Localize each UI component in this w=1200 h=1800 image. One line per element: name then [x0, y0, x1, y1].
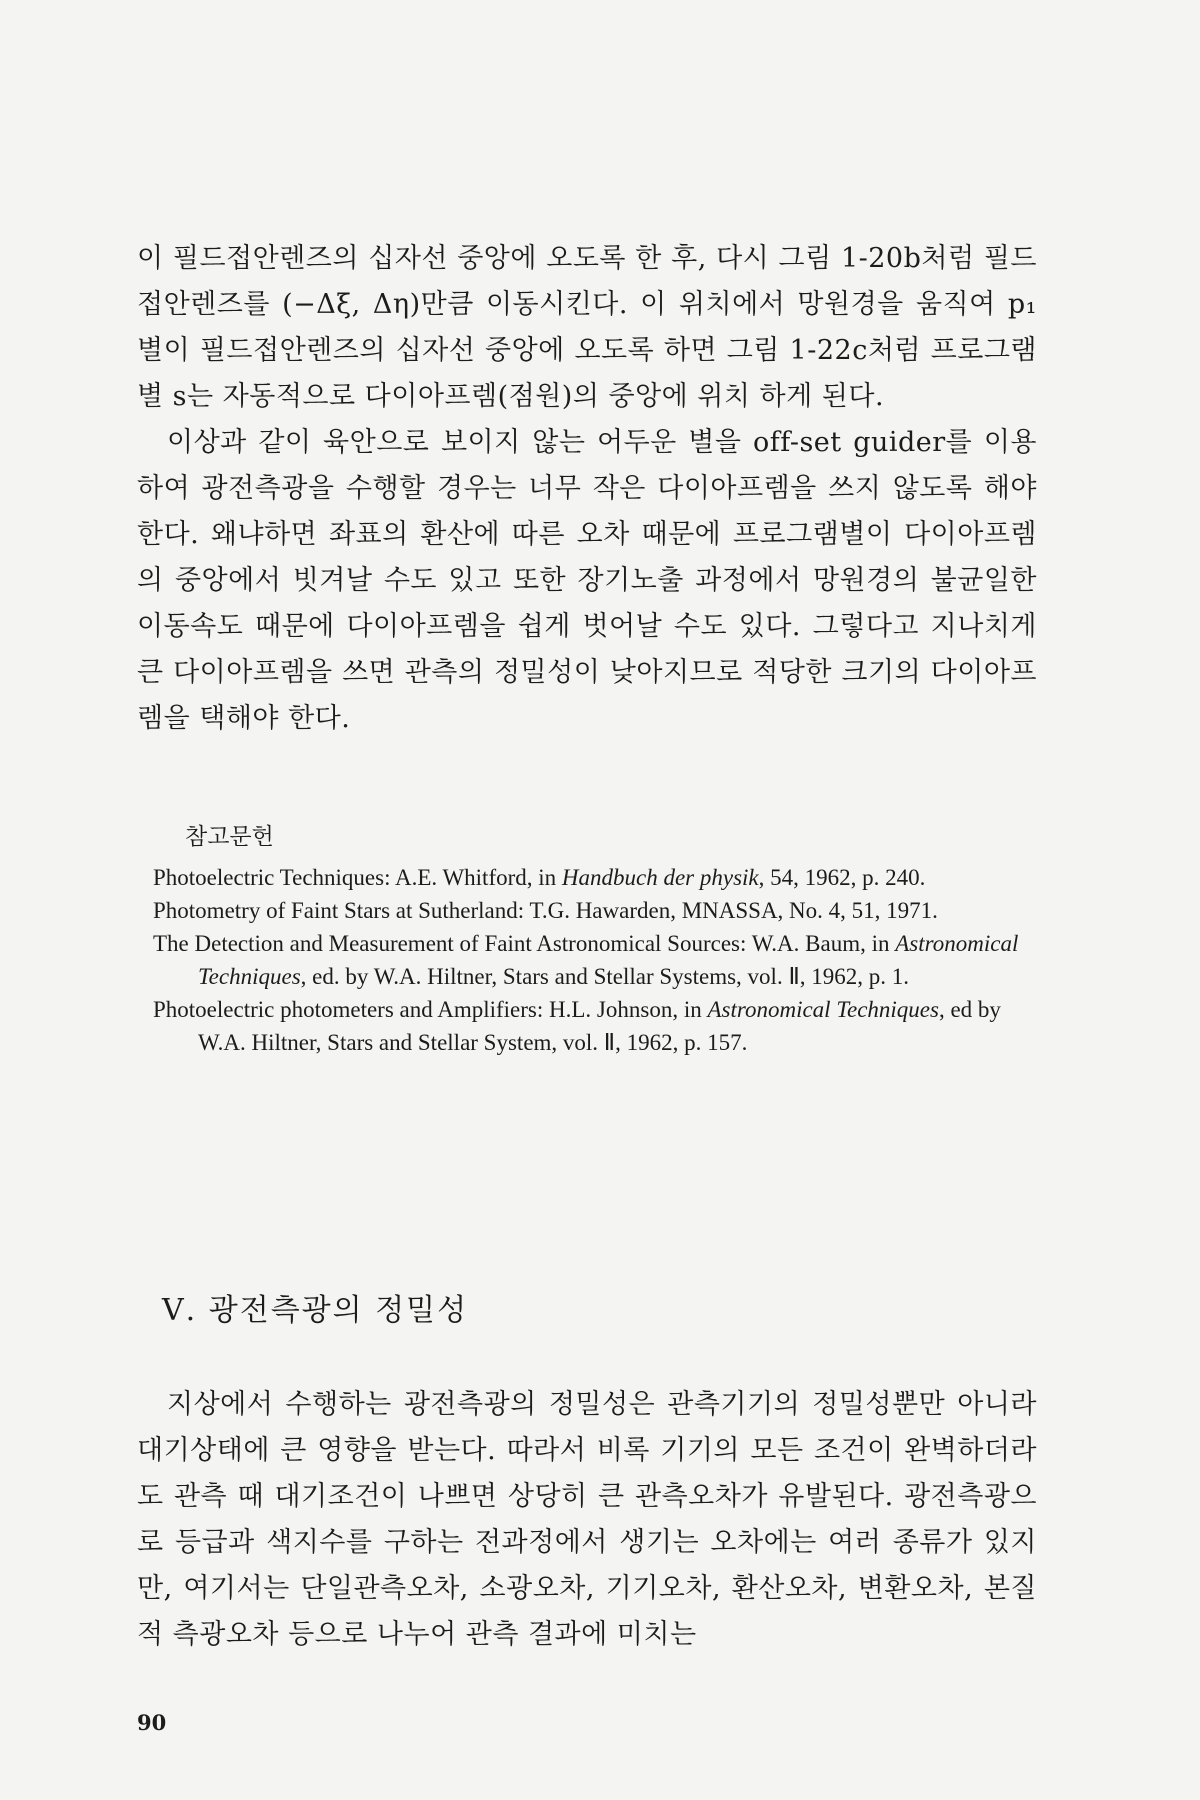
reference-item: Photometry of Faint Stars at Sutherland: T.G. Hawarden, MNASSA, No. 4, 51, 1971. [153, 898, 938, 923]
paragraph: 이상과 같이 육안으로 보이지 않는 어두운 별을 off-set guider를 이용하여 광전측광을 수행할 경우는 너무 작은 다이아프렘을 쓰지 않도록 해야 한다. 왜냐하면 좌표의 환산에 따른 오차 때문에 프로그램별이 다이아프렘의 중앙에서 빗겨날 수도 있고 또한 장기노출 과정에서 망원경의 불균일한 이동속도 때문에 다이아프렘을 쉽게 벗어날 수도 있다. 그렇다고 지나치게 큰 다이아프렘을 쓰면 관측의 정밀성이 낮아지므로 적당한 크기의 다이아프렘을 택해야 한다. [137, 427, 1037, 734]
paragraph: 지상에서 수행하는 광전측광의 정밀성은 관측기기의 정밀성뿐만 아니라 대기상태에 큰 영향을 받는다. 따라서 비록 기기의 모든 조건이 완벽하더라도 관측 때 대기조건이 나쁘면 상당히 큰 관측오차가 유발된다. 광전측광으로 등급과 색지수를 구하는 전과정에서 생기는 오차에는 여러 종류가 있지만, 여기서는 단일관측오차, 소광오차, 기기오차, 환산오차, 변환오차, 본질적 측광오차 등으로 나누어 관측 결과에 미치는 [137, 1389, 1037, 1650]
reference-item: The Detection and Measurement of Faint Astronomical Sources: W.A. Baum, in Astronomical Techniques, ed. by W.A. Hiltner, Stars and Stellar Systems, vol. Ⅱ, 1962, p. 1. [153, 931, 1019, 989]
references-heading: 참고문헌 [185, 824, 274, 850]
references-section [153, 818, 1033, 1059]
reference-item: Photoelectric Techniques: A.E. Whitford, in Handbuch der physik, 54, 1962, p. 240. [153, 865, 926, 890]
page-number: 90 [137, 1710, 167, 1735]
bottom-text-block [137, 1382, 1037, 1658]
section-heading: Ⅴ. 광전측광의 정밀성 [162, 1293, 469, 1328]
top-text-block [137, 236, 1037, 742]
reference-item: Photoelectric photometers and Amplifiers: H.L. Johnson, in Astronomical Techniques, ed by W.A. Hiltner, Stars and Stellar System, vol. Ⅱ, 1962, p. 157. [153, 997, 1001, 1055]
paragraph: 이 필드접안렌즈의 십자선 중앙에 오도록 한 후, 다시 그림 1-20b처럼 필드접안렌즈를 (−Δξ, Δη)만큼 이동시킨다. 이 위치에서 망원경을 움직여 p₁ 별이 필드접안렌즈의 십자선 중앙에 오도록 하면 그림 1-22c처럼 프로그램별 s는 자동적으로 다이아프렘(점원)의 중앙에 위치 하게 된다. [137, 243, 1037, 412]
